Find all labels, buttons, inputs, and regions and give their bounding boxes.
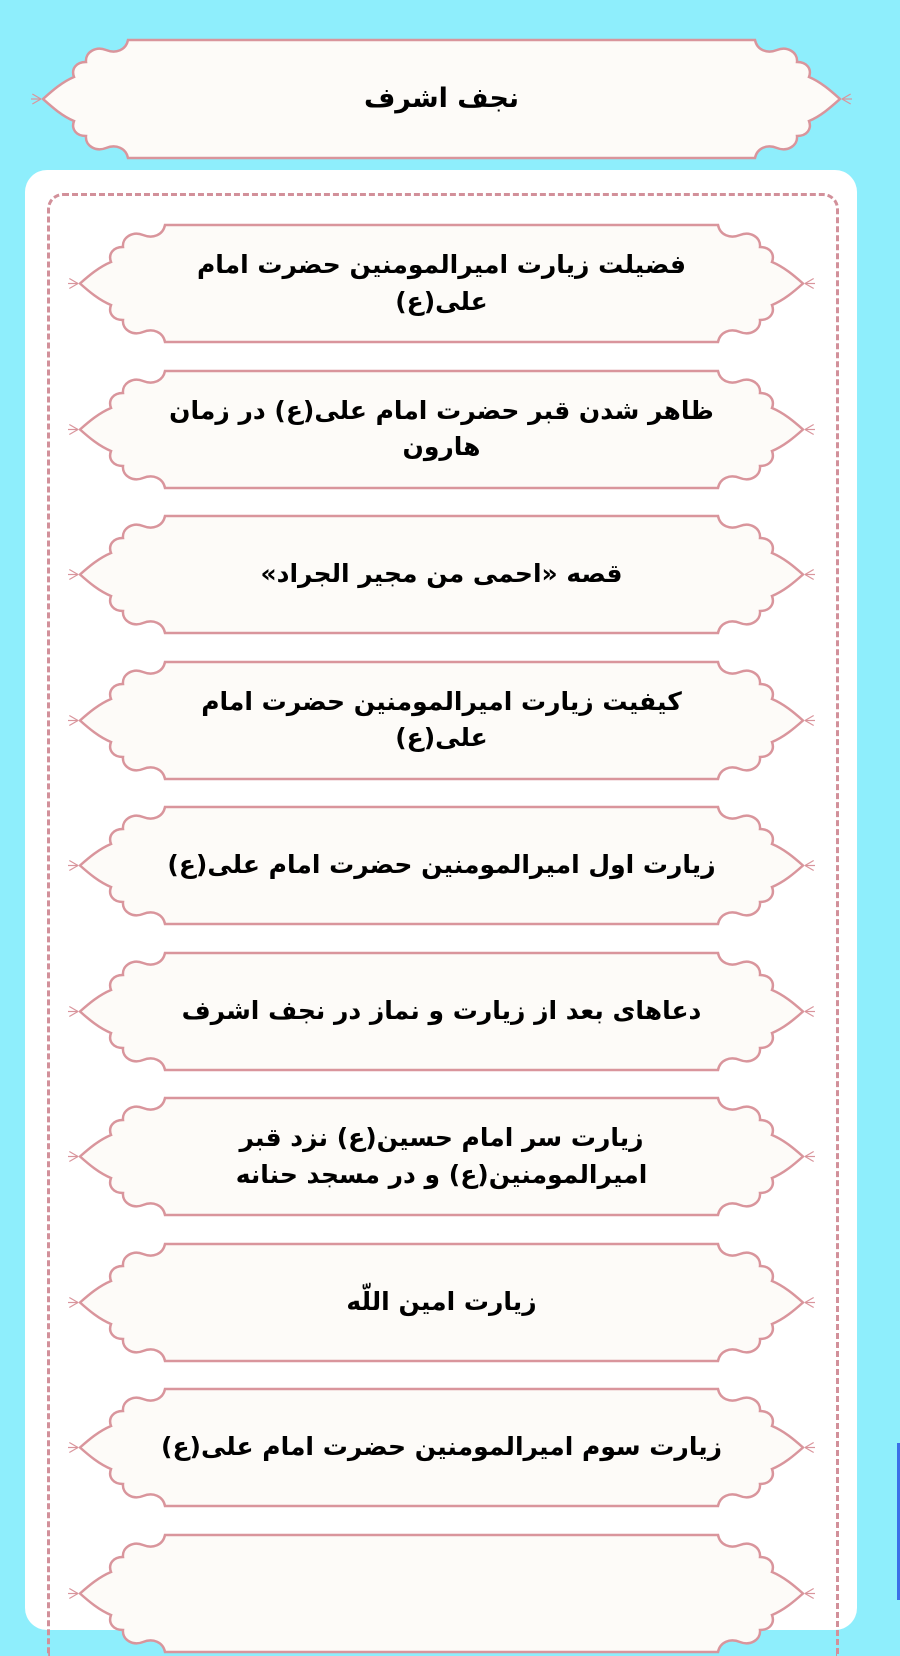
- menu-item-label: زیارت سر امام حسین(ع) نزد قبر امیرالمومنین(ع) و در مسجد حنانه: [235, 1123, 648, 1189]
- menu-item[interactable]: [65, 1535, 818, 1652]
- menu-item-label: زیارت سوم امیرالمومنین حضرت امام علی(ع): [161, 1432, 722, 1462]
- menu-item-label: قصه «احمی من مجیر الجراد»: [260, 559, 623, 589]
- menu-item[interactable]: [65, 516, 818, 633]
- menu-item[interactable]: [65, 1098, 818, 1215]
- menu-item[interactable]: [65, 1244, 818, 1361]
- page-header: [28, 40, 855, 158]
- page-title: نجف اشرف: [363, 83, 520, 115]
- menu-item-label: کیفیت زیارت امیرالمومنین حضرت امام علی(ع): [201, 686, 682, 752]
- menu-item[interactable]: [65, 953, 818, 1070]
- menu-item[interactable]: [65, 807, 818, 924]
- menu-item-label: دعاهای بعد از زیارت و نماز در نجف اشرف: [181, 995, 702, 1025]
- menu-item-label: [160, 1535, 723, 1652]
- menu-item-label: زیارت امین اللّه: [346, 1286, 537, 1316]
- menu-item-label: فضیلت زیارت امیرالمومنین حضرت امام علی(ع): [196, 250, 687, 316]
- menu-item[interactable]: [65, 1389, 818, 1506]
- menu-item[interactable]: [65, 225, 818, 342]
- menu-item-label: ظاهر شدن قبر حضرت امام علی(ع) در زمان هارون: [169, 395, 714, 461]
- menu-item-label: زیارت اول امیرالمومنین حضرت امام علی(ع): [167, 850, 716, 880]
- menu-item[interactable]: [65, 371, 818, 488]
- menu-item[interactable]: [65, 662, 818, 779]
